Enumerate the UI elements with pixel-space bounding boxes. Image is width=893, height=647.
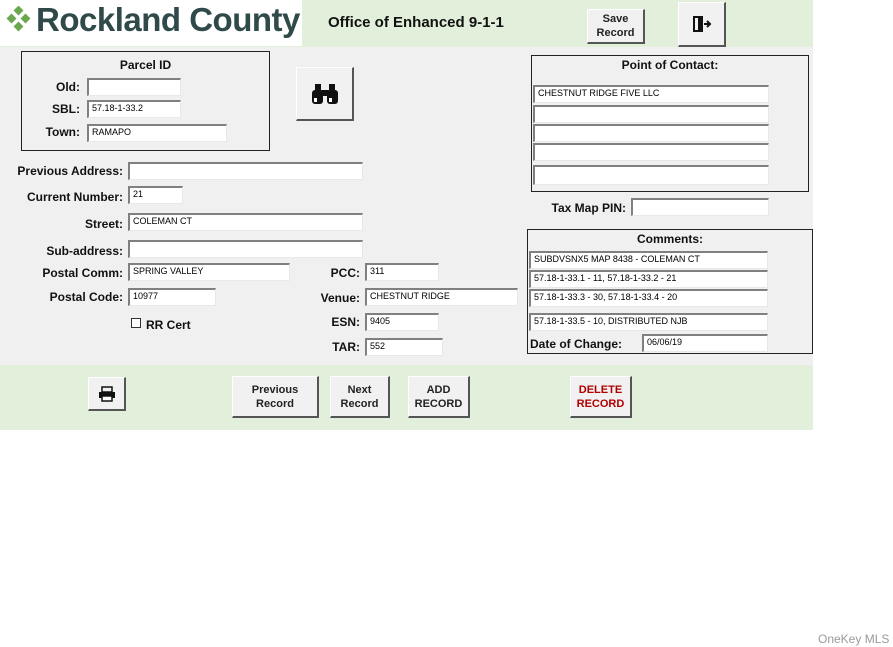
- venue-field[interactable]: CHESTNUT RIDGE: [365, 288, 518, 306]
- logo-diamond-icon: [6, 6, 32, 36]
- previous-address-label: Previous Address:: [17, 164, 123, 178]
- previous-record-label: Previous Record: [251, 383, 299, 410]
- delete-record-button[interactable]: [570, 376, 632, 418]
- exit-door-icon: [692, 15, 712, 33]
- footer-bar: [0, 365, 813, 430]
- comments-title: Comments:: [636, 232, 703, 246]
- street-label: Street:: [84, 217, 123, 231]
- date-of-change-field[interactable]: 06/06/19: [642, 334, 768, 352]
- contact-line-1[interactable]: CHESTNUT RIDGE FIVE LLC: [533, 85, 769, 103]
- postal-code-field[interactable]: 10977: [128, 288, 216, 306]
- old-parcel-field[interactable]: [87, 78, 181, 96]
- printer-icon: [98, 386, 116, 402]
- next-record-button[interactable]: [330, 376, 390, 418]
- current-number-field[interactable]: 21: [128, 186, 183, 204]
- next-record-label: Next Record: [340, 383, 379, 410]
- town-label: Town:: [45, 125, 80, 139]
- add-record-button[interactable]: [408, 376, 470, 418]
- previous-record-button[interactable]: [232, 376, 319, 418]
- contact-line-4[interactable]: [533, 143, 769, 161]
- street-field[interactable]: COLEMAN CT: [128, 213, 363, 231]
- add-record-label: ADD RECORD: [414, 383, 463, 410]
- contact-line-3[interactable]: [533, 124, 769, 142]
- venue-label: Venue:: [320, 291, 360, 305]
- sbl-field[interactable]: 57.18-1-33.2: [87, 100, 181, 118]
- rr-cert-label: RR Cert: [146, 318, 191, 332]
- comment-line-3[interactable]: 57.18-1-33.3 - 30, 57.18-1-33.4 - 20: [529, 289, 768, 307]
- sub-address-label: Sub-address:: [46, 244, 123, 258]
- current-number-label: Current Number:: [26, 190, 123, 204]
- print-button[interactable]: [88, 377, 126, 411]
- parcel-id-title: Parcel ID: [119, 58, 172, 72]
- pcc-field[interactable]: 311: [365, 263, 439, 281]
- postal-comm-label: Postal Comm:: [42, 266, 123, 280]
- esn-field[interactable]: 9405: [365, 313, 439, 331]
- tar-label: TAR:: [332, 340, 360, 354]
- tax-map-pin-label: Tax Map PIN:: [551, 201, 626, 215]
- esn-label: ESN:: [331, 315, 360, 329]
- comment-line-2[interactable]: 57.18-1-33.1 - 11, 57.18-1-33.2 - 21: [529, 270, 768, 288]
- search-parcel-button[interactable]: [296, 67, 354, 121]
- point-of-contact-title: Point of Contact:: [621, 58, 719, 72]
- save-record-button[interactable]: [587, 9, 645, 44]
- logo-text: Rockland County: [36, 1, 300, 38]
- postal-code-label: Postal Code:: [49, 290, 123, 304]
- rr-cert-checkbox[interactable]: [131, 318, 141, 328]
- sub-address-field[interactable]: [128, 240, 363, 258]
- header-bar: [0, 0, 813, 47]
- tar-field[interactable]: 552: [365, 338, 443, 356]
- tax-map-pin-field[interactable]: [631, 198, 769, 216]
- watermark: OneKey MLS: [818, 632, 890, 646]
- county-logo: [0, 0, 302, 46]
- comment-line-4[interactable]: 57.18-1-33.5 - 10, DISTRIBUTED NJB: [529, 313, 768, 331]
- delete-record-label: DELETE RECORD: [576, 383, 625, 410]
- contact-line-2[interactable]: [533, 105, 769, 123]
- contact-line-5[interactable]: [533, 165, 769, 185]
- save-record-label: Save Record: [596, 13, 635, 39]
- old-label: Old:: [56, 80, 80, 94]
- previous-address-field[interactable]: [128, 162, 363, 180]
- town-field[interactable]: RAMAPO: [87, 124, 227, 142]
- comment-line-1[interactable]: SUBDVSNX5 MAP 8438 - COLEMAN CT: [529, 251, 768, 269]
- sbl-label: SBL:: [52, 102, 80, 116]
- binoculars-icon: [310, 82, 340, 106]
- date-of-change-label: Date of Change:: [530, 337, 623, 351]
- pcc-label: PCC:: [330, 266, 360, 280]
- exit-button[interactable]: [678, 2, 726, 47]
- postal-comm-field[interactable]: SPRING VALLEY: [128, 263, 290, 281]
- page-title: Office of Enhanced 9-1-1: [328, 14, 504, 31]
